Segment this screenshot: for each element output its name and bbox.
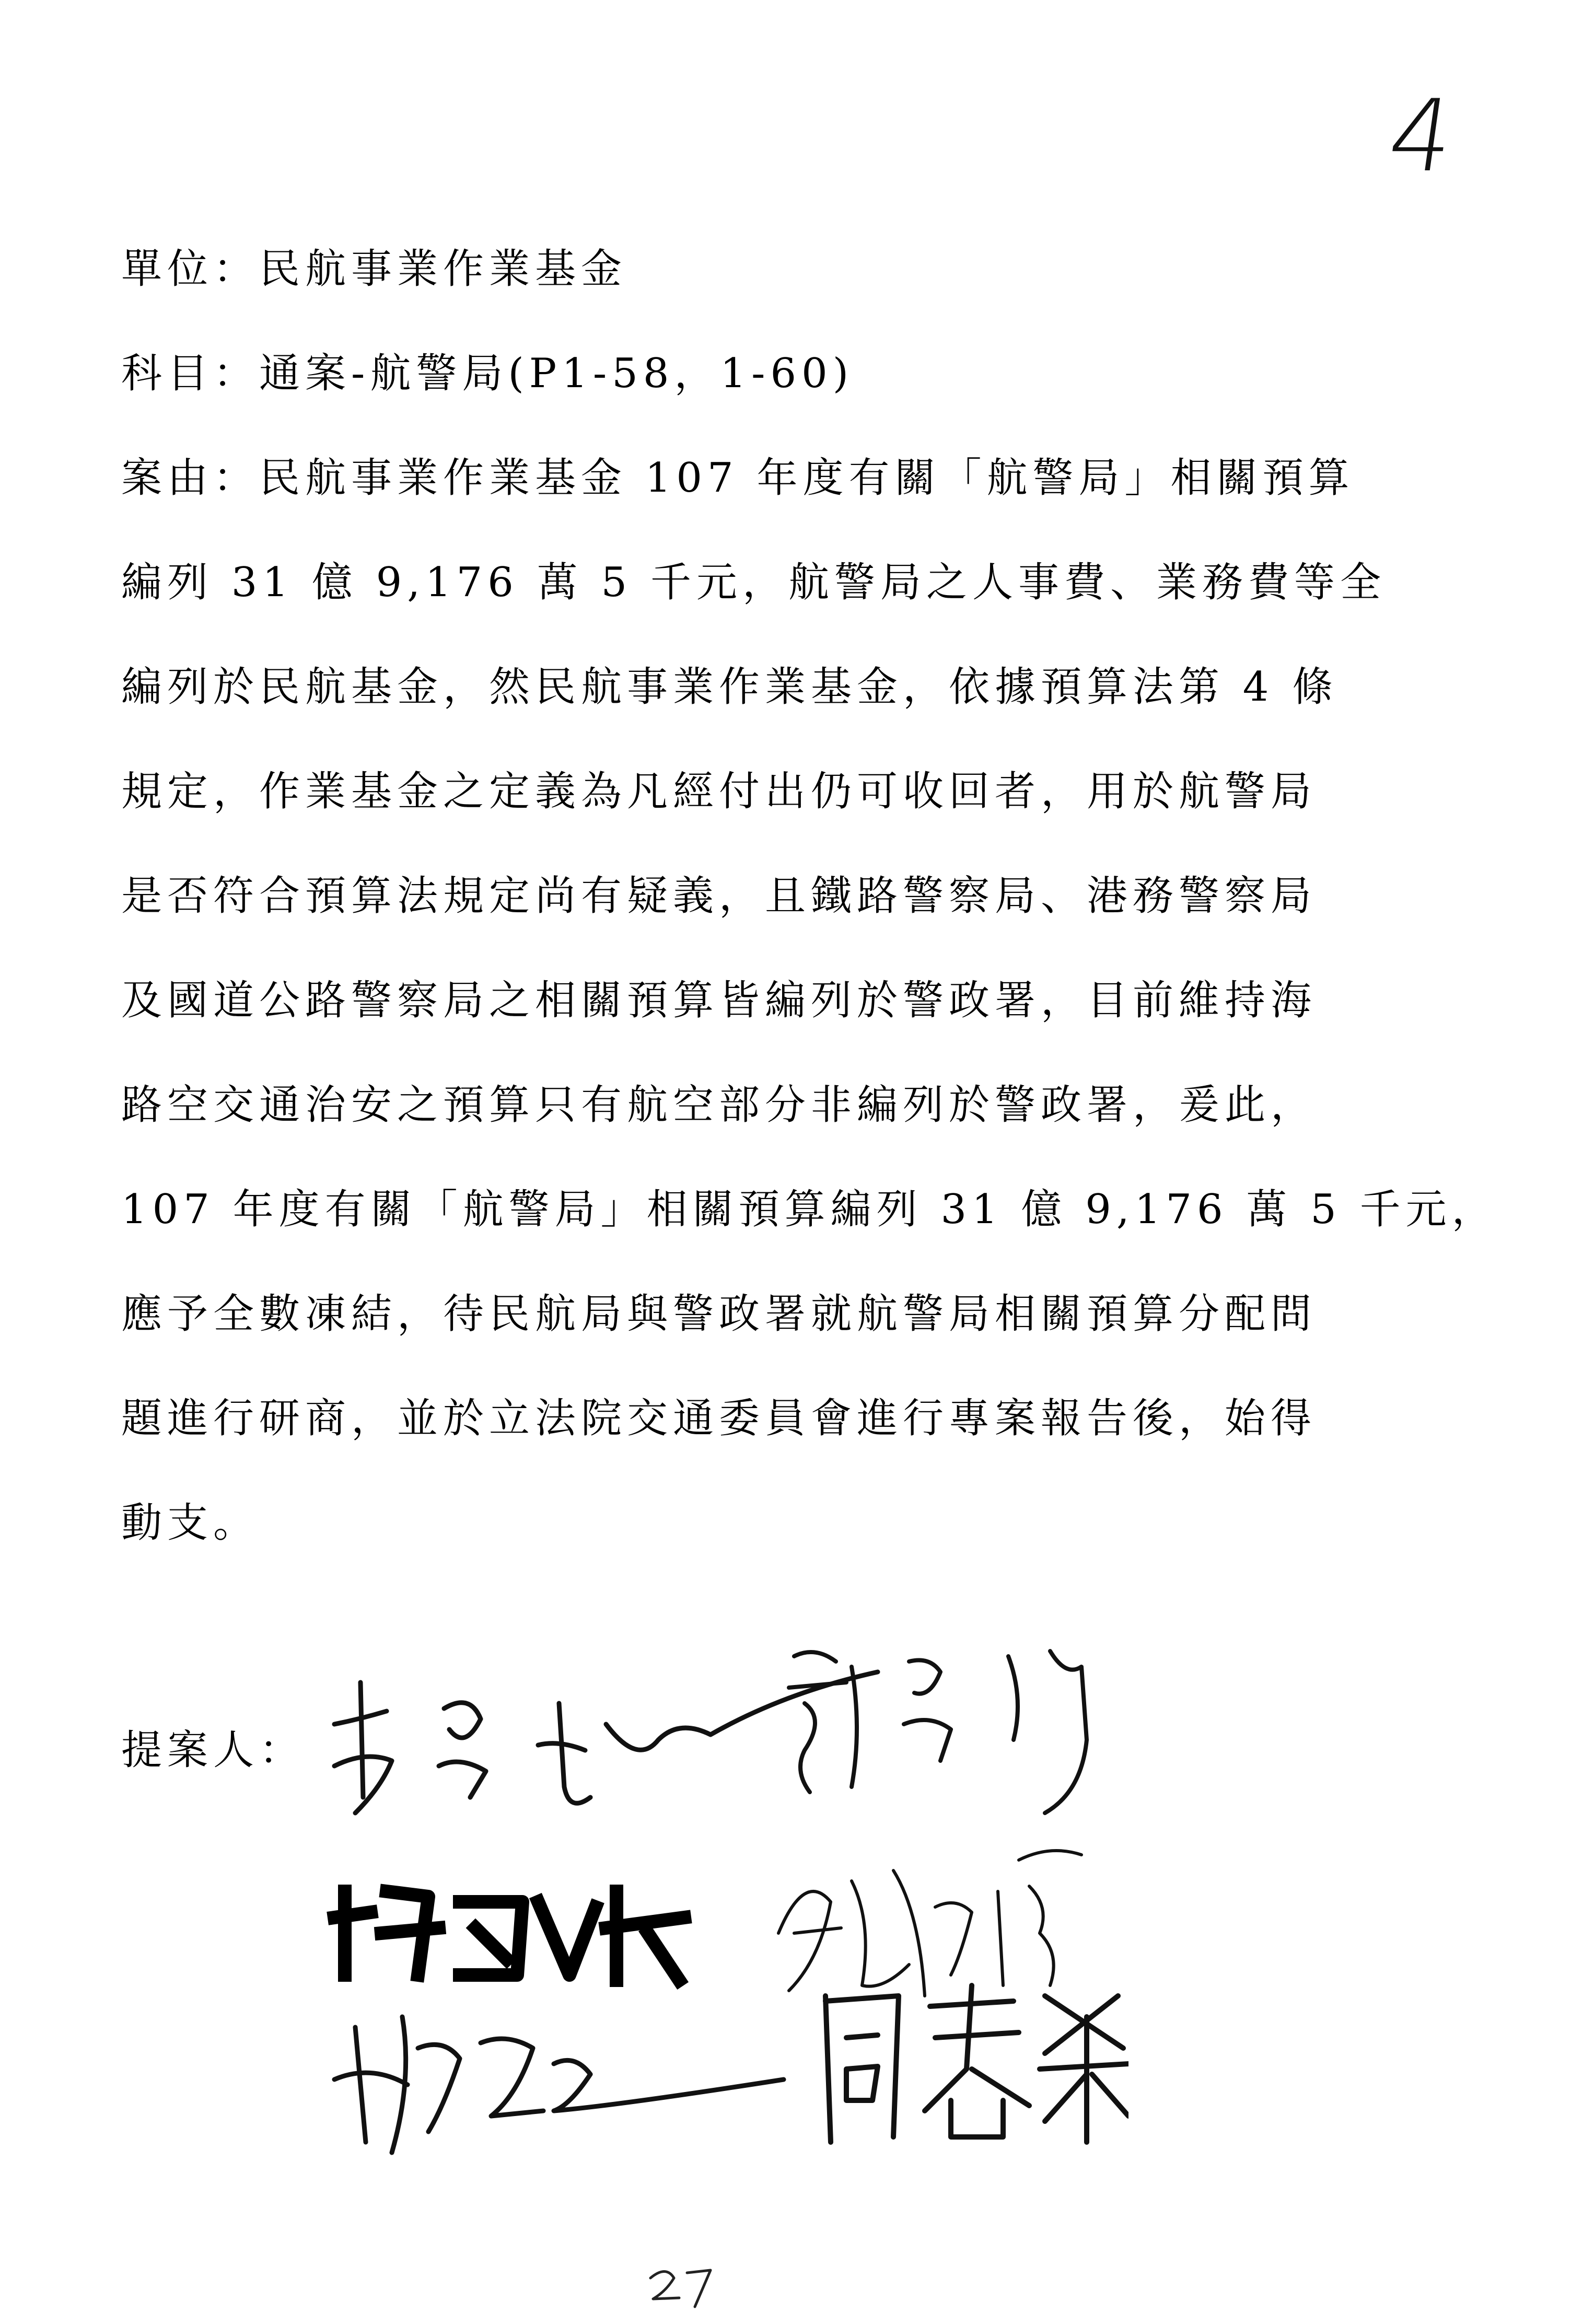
case-line-11: 動支。	[121, 1500, 260, 1547]
case-line-2: 編列 31 億 9,176 萬 5 千元，航警局之人事費、業務費等全	[121, 559, 1386, 606]
case-line-9: 應予全數凍結，待民航局與警政署就航警局相關預算分配問	[121, 1291, 1317, 1338]
case-line-8: 107 年度有關「航警局」相關預算編列 31 億 9,176 萬 5 千元，	[121, 1186, 1498, 1233]
subject-line: 科目：通案-航警局(P1-58，1-60)	[121, 350, 854, 397]
case-line-7: 路空交通治安之預算只有航空部分非編列於警政署，爰此，	[121, 1082, 1317, 1129]
case-line-3: 編列於民航基金，然民航事業作業基金，依據預算法第 4 條	[121, 664, 1339, 711]
unit-line: 單位：民航事業作業基金	[121, 246, 627, 293]
case-line-6: 及國道公路警察局之相關預算皆編列於警政署，目前維持海	[121, 977, 1317, 1024]
case-line-4: 規定，作業基金之定義為凡經付出仍可收回者，用於航警局	[121, 768, 1317, 815]
case-line-10: 題進行研商，並於立法院交通委員會進行專案報告後，始得	[121, 1395, 1317, 1442]
footer-page-number	[645, 2262, 718, 2311]
proposer-label: 提案人：	[121, 1727, 306, 1774]
signature-6	[794, 1965, 1128, 2153]
signature-2	[773, 1635, 1149, 1823]
case-line-1: 案由：民航事業作業基金 107 年度有關「航警局」相關預算	[121, 455, 1355, 502]
case-line-5: 是否符合預算法規定尚有疑義，且鐵路警察局、港務警察局	[121, 873, 1317, 920]
signature-5	[324, 1985, 794, 2174]
footer-page-number-handwriting	[645, 2262, 718, 2309]
page-number: 4	[1381, 78, 1461, 194]
signature-3	[324, 1870, 700, 1996]
